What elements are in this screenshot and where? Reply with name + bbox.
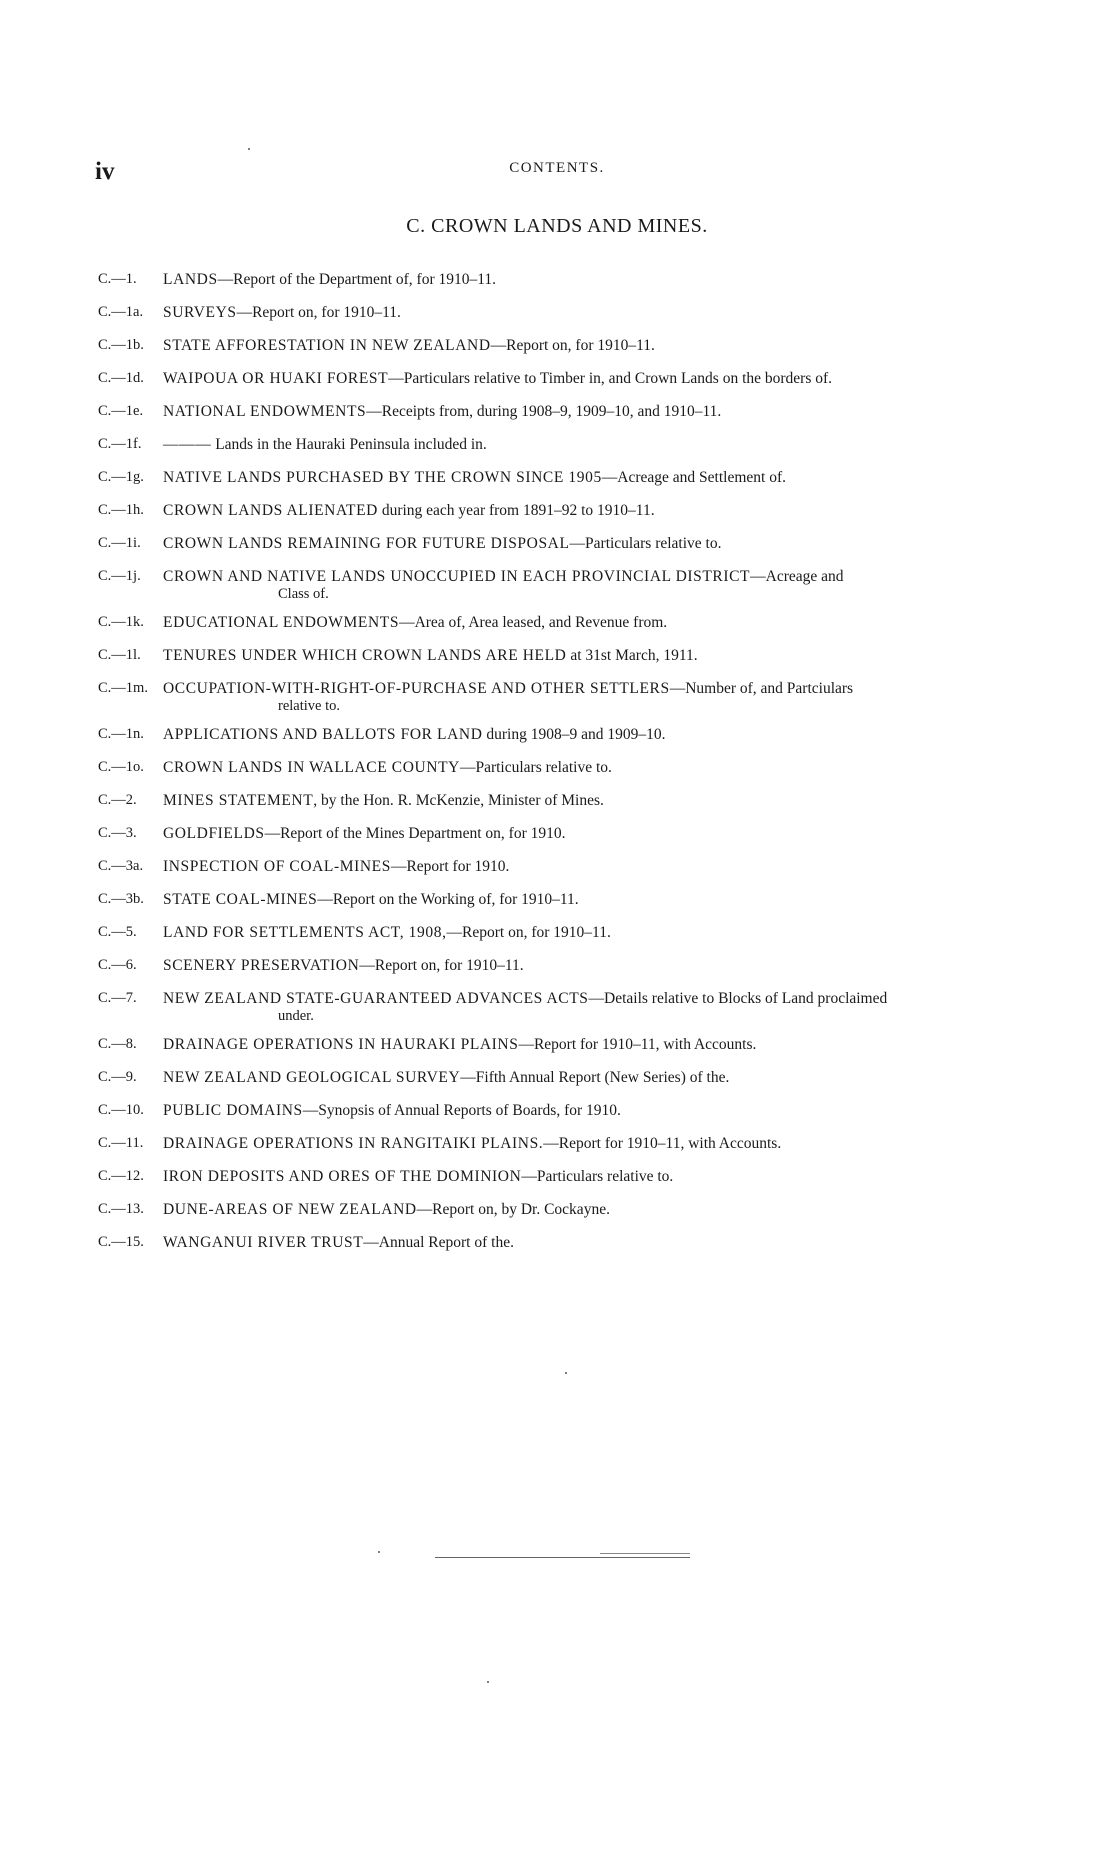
contents-entry — [98, 1200, 1003, 1219]
entry-description: —Synopsis of Annual Reports of Boards, for 1910. — [302, 1102, 621, 1119]
contents-entry — [98, 567, 1003, 602]
contents-list — [98, 270, 1003, 1266]
entry-continuation: under. — [278, 1008, 314, 1024]
entry-body — [163, 435, 1003, 454]
entry-body — [163, 725, 1003, 744]
contents-entry — [98, 956, 1003, 975]
closing-rule — [435, 1557, 690, 1558]
contents-entry — [98, 725, 1003, 744]
entry-code: C.—11. — [98, 1135, 144, 1151]
contents-entry — [98, 758, 1003, 777]
entry-body — [163, 303, 1003, 322]
entry-code: C.—1f. — [98, 436, 142, 452]
entry-title: WANGANUI RIVER TRUST — [163, 1234, 364, 1251]
entry-description: —Report for 1910–11, with Accounts. — [543, 1135, 782, 1152]
entry-description: at 31st March, 1911. — [566, 647, 698, 664]
contents-entry — [98, 1233, 1003, 1252]
entry-description: —Report on, for 1910–11. — [359, 957, 524, 974]
entry-body — [163, 336, 1003, 355]
entry-code: C.—1m. — [98, 680, 148, 696]
entry-title: ——— — [163, 436, 212, 453]
entry-body — [163, 791, 1003, 810]
entry-code: C.—3b. — [98, 891, 144, 907]
entry-description: —Report on, for 1910–11. — [490, 337, 655, 354]
entry-code: C.—15. — [98, 1234, 144, 1250]
entry-title: INSPECTION OF COAL-MINES — [163, 858, 391, 875]
entry-description: —Acreage and — [750, 568, 844, 585]
contents-entry — [98, 857, 1003, 876]
running-header: CONTENTS. — [509, 160, 605, 176]
entry-code: C.—8. — [98, 1036, 137, 1052]
entry-description: —Report of the Mines Department on, for 1910. — [264, 825, 566, 842]
contents-entry — [98, 791, 1003, 810]
entry-title: PUBLIC DOMAINS — [163, 1102, 303, 1119]
entry-body — [163, 989, 1003, 1024]
entry-title: WAIPOUA OR HUAKI FOREST — [163, 370, 389, 387]
contents-entry — [98, 270, 1003, 289]
entry-description: —Report on, for 1910–11. — [446, 924, 611, 941]
entry-description: —Particulars relative to. — [521, 1168, 674, 1185]
entry-title: STATE COAL-MINES — [163, 891, 318, 908]
entry-description: —Area of, Area leased, and Revenue from. — [399, 614, 668, 631]
entry-code: C.—5. — [98, 924, 137, 940]
entry-description: —Details relative to Blocks of Land proclaimed — [588, 990, 888, 1007]
entry-description: —Report on, by Dr. Cockayne. — [416, 1201, 610, 1218]
entry-title: LANDS — [163, 271, 218, 288]
entry-description: —Report for 1910. — [390, 858, 510, 875]
contents-entry — [98, 435, 1003, 454]
entry-body — [163, 1167, 1003, 1186]
entry-description: during 1908–9 and 1909–10. — [482, 726, 666, 743]
entry-description: —Report for 1910–11, with Accounts. — [518, 1036, 757, 1053]
entry-code: C.—9. — [98, 1069, 137, 1085]
entry-code: C.—13. — [98, 1201, 144, 1217]
entry-title: SURVEYS — [163, 304, 237, 321]
entry-body — [163, 501, 1003, 520]
entry-title: LAND FOR SETTLEMENTS ACT, 1908, — [163, 924, 447, 941]
entry-title: NATIVE LANDS PURCHASED BY THE CROWN SINCE 1905 — [163, 469, 602, 486]
entry-code: C.—1g. — [98, 469, 144, 485]
entry-code: C.—1h. — [98, 502, 144, 518]
entry-description: —Acreage and Settlement of. — [601, 469, 787, 486]
contents-entry — [98, 890, 1003, 909]
entry-body — [163, 1200, 1003, 1219]
entry-title: TENURES UNDER WHICH CROWN LANDS ARE HELD — [163, 647, 567, 664]
entry-body — [163, 1035, 1003, 1054]
entry-code: C.—1k. — [98, 614, 144, 630]
entry-title: MINES STATEMENT — [163, 792, 314, 809]
contents-entry — [98, 303, 1003, 322]
entry-code: C.—1o. — [98, 759, 144, 775]
entry-description: —Report on the Working of, for 1910–11. — [317, 891, 579, 908]
entry-title: SCENERY PRESERVATION — [163, 957, 360, 974]
entry-description: during each year from 1891–92 to 1910–11. — [377, 502, 655, 519]
entry-description: —Number of, and Partciulars — [669, 680, 854, 697]
entry-body — [163, 534, 1003, 553]
entry-description: Lands in the Hauraki Peninsula included in. — [211, 436, 487, 453]
entry-description: —Receipts from, during 1908–9, 1909–10, and 1910–11. — [366, 403, 722, 420]
print-speck — [565, 1372, 567, 1374]
entry-description: —Fifth Annual Report (New Series) of the. — [460, 1069, 730, 1086]
entry-title: CROWN LANDS REMAINING FOR FUTURE DISPOSAL — [163, 535, 570, 552]
entry-code: C.—3. — [98, 825, 137, 841]
contents-entry — [98, 534, 1003, 553]
entry-body — [163, 613, 1003, 632]
entry-code: C.—1d. — [98, 370, 144, 386]
entry-code: C.—10. — [98, 1102, 144, 1118]
print-speck — [487, 1681, 489, 1683]
entry-body — [163, 369, 1003, 388]
contents-entry — [98, 989, 1003, 1024]
entry-title: APPLICATIONS AND BALLOTS FOR LAND — [163, 726, 483, 743]
entry-title: CROWN LANDS IN WALLACE COUNTY — [163, 759, 460, 776]
entry-code: C.—1b. — [98, 337, 144, 353]
entry-title: STATE AFFORESTATION IN NEW ZEALAND — [163, 337, 491, 354]
contents-entry — [98, 824, 1003, 843]
entry-body — [163, 1233, 1003, 1252]
contents-entry — [98, 613, 1003, 632]
contents-entry — [98, 1101, 1003, 1120]
page-number: iv — [95, 158, 115, 185]
entry-body — [163, 270, 1003, 289]
contents-entry — [98, 1134, 1003, 1153]
contents-entry — [98, 468, 1003, 487]
entry-body — [163, 402, 1003, 421]
entry-code: C.—6. — [98, 957, 137, 973]
entry-body — [163, 956, 1003, 975]
entry-continuation: Class of. — [278, 586, 329, 602]
entry-description: —Annual Report of the. — [363, 1234, 514, 1251]
contents-entry — [98, 646, 1003, 665]
entry-title: DUNE-AREAS OF NEW ZEALAND — [163, 1201, 417, 1218]
entry-body — [163, 824, 1003, 843]
entry-description: —Particulars relative to Timber in, and Crown Lands on the borders of. — [388, 370, 833, 387]
closing-rule-short — [600, 1553, 690, 1554]
entry-code: C.—3a. — [98, 858, 144, 874]
contents-entry — [98, 501, 1003, 520]
print-speck — [248, 148, 250, 150]
entry-code: C.—2. — [98, 792, 137, 808]
entry-description: —Report on, for 1910–11. — [236, 304, 401, 321]
entry-body — [163, 468, 1003, 487]
entry-body — [163, 890, 1003, 909]
entry-body — [163, 567, 1003, 602]
entry-continuation: relative to. — [278, 698, 341, 714]
entry-body — [163, 1068, 1003, 1087]
entry-code: C.—1l. — [98, 647, 141, 663]
entry-title: IRON DEPOSITS AND ORES OF THE DOMINION — [163, 1168, 522, 1185]
entry-title: EDUCATIONAL ENDOWMENTS — [163, 614, 400, 631]
entry-title: DRAINAGE OPERATIONS IN RANGITAIKI PLAINS. — [163, 1135, 544, 1152]
entry-body — [163, 857, 1003, 876]
entry-description: , by the Hon. R. McKenzie, Minister of Mines. — [313, 792, 604, 809]
contents-entry — [98, 923, 1003, 942]
entry-code: C.—1n. — [98, 726, 144, 742]
contents-entry — [98, 1167, 1003, 1186]
entry-title: CROWN AND NATIVE LANDS UNOCCUPIED IN EACH PROVINCIAL DISTRICT — [163, 568, 751, 585]
entry-title: GOLDFIELDS — [163, 825, 265, 842]
entry-body — [163, 1134, 1003, 1153]
section-title: C. CROWN LANDS AND MINES. — [406, 215, 708, 237]
contents-entry — [98, 1068, 1003, 1087]
entry-code: C.—7. — [98, 990, 137, 1006]
entry-title: NEW ZEALAND STATE-GUARANTEED ADVANCES ACTS — [163, 990, 589, 1007]
contents-entry — [98, 1035, 1003, 1054]
entry-title: NEW ZEALAND GEOLOGICAL SURVEY — [163, 1069, 461, 1086]
entry-code: C.—1a. — [98, 304, 144, 320]
print-speck — [378, 1551, 380, 1553]
contents-entry — [98, 679, 1003, 714]
entry-description: —Particulars relative to. — [569, 535, 722, 552]
entry-code: C.—1. — [98, 271, 137, 287]
entry-body — [163, 1101, 1003, 1120]
contents-entry — [98, 336, 1003, 355]
entry-title: NATIONAL ENDOWMENTS — [163, 403, 367, 420]
entry-description: —Report of the Department of, for 1910–11. — [217, 271, 497, 288]
entry-title: CROWN LANDS ALIENATED — [163, 502, 378, 519]
entry-body — [163, 646, 1003, 665]
contents-entry — [98, 402, 1003, 421]
entry-body — [163, 758, 1003, 777]
entry-code: C.—1e. — [98, 403, 144, 419]
entry-title: DRAINAGE OPERATIONS IN HAURAKI PLAINS — [163, 1036, 519, 1053]
entry-body — [163, 679, 1003, 714]
entry-title: OCCUPATION-WITH-RIGHT-OF-PURCHASE AND OTHER SETTLERS — [163, 680, 670, 697]
entry-code: C.—1j. — [98, 568, 141, 584]
entry-description: —Particulars relative to. — [459, 759, 612, 776]
entry-code: C.—12. — [98, 1168, 144, 1184]
entry-body — [163, 923, 1003, 942]
contents-entry — [98, 369, 1003, 388]
entry-code: C.—1i. — [98, 535, 141, 551]
